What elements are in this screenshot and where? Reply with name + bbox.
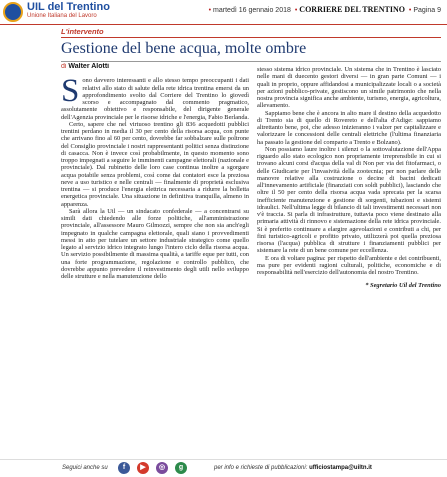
footer-divider (0, 459, 447, 460)
contact-email-link[interactable]: ufficiostampa@uiltn.it (309, 465, 372, 471)
facebook-icon[interactable]: f (118, 462, 130, 474)
newspaper-name: CORRIERE DEL TRENTINO (299, 5, 405, 14)
contact-info (214, 465, 372, 471)
byline-prefix: di (61, 63, 67, 70)
publication-date: martedì 16 gennaio 2018 (213, 7, 291, 14)
article-column-1 (61, 63, 249, 456)
paragraph: Sarà allora la Uil — un sindacato confederale — a concentrarsi su simili dati chiedendo alle forze politiche, all'amministrazione provinciale, all'assessore Mauro Gilmozzi, sempre che non sia anch'egli impegnato in qualche campagna elettorale, quali siano i provvedimenti messi in atto per tutelare un settore industriale strategico come quello legato al servizio idrico integrato lungo l'intero ciclo della risorsa acqua. Un servizio possibilmente di massima qualità, a tariffe eque per tutti, con una forte programmazione, regolazione e controllo pubblico, che dovrebbe appunto prevedere il reinvestimento degli utili nello sviluppo delle strutture e nella manutenzione dello (61, 207, 249, 280)
section-divider (61, 37, 441, 38)
paragraph: E ora di voltare pagina: per rispetto dell'ambiente e dei contribuenti, ma pure per evidenti ragioni culturali, politiche, economiche e di responsabilità nell'esercizio dell'autonomia del nostro Trentino. (257, 254, 441, 276)
contact-label: per info e richieste di pubblicazioni: (214, 465, 308, 471)
brand-name: UIL del Trentino (27, 1, 110, 13)
header-divider (0, 24, 447, 25)
page-header (0, 0, 447, 24)
title-divider (61, 61, 441, 62)
article-column-2 (257, 66, 441, 456)
paragraph: Non possiamo laure inoltre i silenzi o la sottovalutazione dell'Appa riguardo allo stato ecologico non propriamente irreprensibile in cui si trovano alcuni corsi d'acqua della val di Non per via dei fitofarmaci, o delle Giudicarie per l'invasività della zootecnia; per non parlare delle manovre relative alla costruzione o decine di bacini dedicati all'innevamento artificiale (finanziati con soldi pubblici), lasciando che oltre il 50 per cento della risorsa acqua vada sprecata per la scarsa inefficiente manutenzione e gestione di sorgenti, tubazioni e sistemi idraulici. Nell'ultima legge di bilancio di tali investimenti necessari non v'è traccia. Si parla di infrastrutture, tuttavia poco viene destinato alla primaria attività di rinnovo e sistemazione della rete idrica provinciale. Si è preferito continuare a elargire agevolazioni e contributi a chi, per fini turistico-agricoli e profitto privato, utilizzerà poi quella preziosa risorsa (l'acqua) pubblica di strutture i finanziamenti pubblici per sistemare la rete di un bene comune per eccellenza. (257, 145, 441, 255)
page-number: Pagina 9 (413, 7, 441, 14)
byline (61, 63, 249, 70)
paragraph: Certo, sapere che nel virtuoso trentino gli 836 acquedotti pubblici trentini perdano in media il 30 per cento della risorsa acqua, con punte che arrivano fino al 60 per cento, dovrebbe far sobbalzare sulle poltrone del Consiglio provinciale i nostri rappresentanti politici senza distinzione di casacca. Non è invece così probabilmente, in questo momento sono troppo impegnati a seguire le imminenti campagne elettorali (nazionale e provinciale). Dal rubinetto delle loro case continua inoltre a sgorgare acqua potabile senza problemi, così come dai contatori esce la preziosa neve a uso turistico e nelle centrali — finalmente di proprietà esclusiva trentina — si produce l'energia elettrica necessaria a ridurre la bolletta energetica provinciale. Una situazione in definitiva tranquilla, almeno in apparenza. (61, 120, 249, 208)
paragraph: stesso sistema idrico provinciale. Un sistema che in Trentino è lasciato nelle mani di duecento gestori diversi — in gran parte Comuni — i quali in proprio, oppure affidandosi a municipalizzate locali o a società per azioni pubblico-private, gestiscono un simile patrimonio che nella nostra provincia significa anche ambiente, turismo, energia, agricoltura, allevamento. (257, 66, 441, 110)
youtube-icon[interactable]: ▶ (137, 462, 149, 474)
section-label: L'intervento (61, 27, 104, 36)
paragraph: Sappiamo bene che è ancora in alto mare il destino della acquedotto di Trento sia di quello di Rovereto e dell'alta d'Adige: sappiamo altrettanto bene, poi, che adesso inizieranno i valzer per capitalizzare e valorizzare le concessioni delle centrali elettriche (l'ultima finanziaria ha passato la gestione del comparto a Trento e Bolzano). (257, 109, 441, 146)
uil-logo-icon (3, 2, 23, 22)
author-name: Walter Alotti (68, 63, 110, 70)
brand-subtitle: Unione Italiana del Lavoro (27, 13, 97, 19)
drop-cap: S (61, 73, 80, 110)
publication-info: • martedì 16 gennaio 2018 • CORRIERE DEL TRENTINO • Pagina 9 (208, 5, 441, 14)
google-plus-icon[interactable]: g (175, 462, 187, 474)
article-title: Gestione del bene acqua, molte ombre (61, 40, 307, 57)
author-signature: * Segretario Uil del Trentino (365, 282, 441, 290)
page-footer (0, 461, 447, 477)
follow-label: Seguici anche su (62, 465, 108, 471)
instagram-icon[interactable]: ◎ (156, 462, 168, 474)
paragraph: ono davvero interessanti e allo stesso tempo preoccupanti i dati relativi allo stato di salute della rete idrica trentina emersi da un approfondimento svolto dal Corriere del Trentino lo giovedì scorso e accompagnato dal commento pragmatico, assolutamente obiettivo e responsabile, del dirigente generale dell'Agenzia provinciale per le risorse idriche e l'energia, Fabio Berlanda. (61, 77, 249, 121)
